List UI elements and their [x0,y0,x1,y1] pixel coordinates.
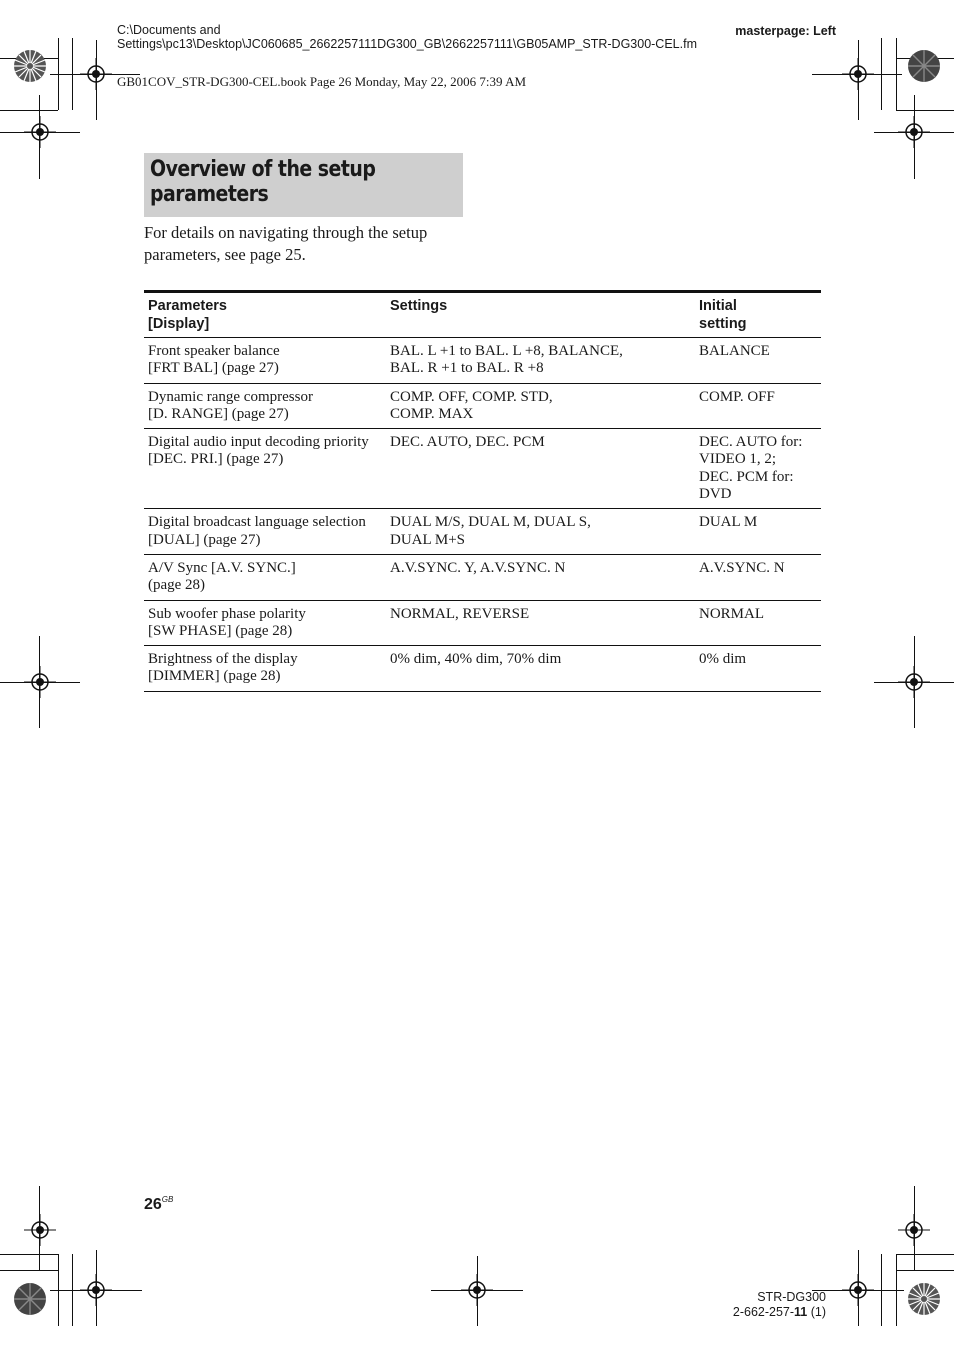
registration-mark-icon [24,1214,56,1246]
intro-paragraph: For details on navigating through the setup parameters, see page 25. [144,223,428,264]
registration-line [874,682,954,683]
param-display: [SW PHASE] (page 28) [148,622,293,639]
header-setting: setting [699,316,747,332]
code-bold: 11 [794,1305,808,1319]
column-header-initial-setting [695,292,821,338]
table-row [144,338,821,384]
table-header-row [144,292,821,338]
param-display: [D. RANGE] (page 27) [148,405,289,422]
initial-line: DEC. AUTO for: [699,434,803,451]
param-name: A/V Sync [A.V. SYNC.] [148,559,296,576]
page-number-suffix: GB [161,1195,174,1204]
registration-line [39,95,40,179]
table-row [144,509,821,555]
registration-line [0,682,80,683]
settings-line: 0% dim, 40% dim, 70% dim [390,651,562,668]
page-title: Overview of the setup parameters [150,157,376,207]
header-file-path: C:\Documents and Settings\pc13\Desktop\JC060685_2662257111DG300_GB\2662257111\GB05AMP_STR-DG300-CEL.fm [117,23,697,51]
param-display: (page 28) [148,577,206,594]
initial-line: BALANCE [699,343,770,359]
param-display: [DEC. PRI.] (page 27) [148,451,284,468]
registration-line [858,40,859,120]
registration-line [0,132,80,133]
initial-line: COMP. OFF [699,388,775,405]
header-display: [Display] [148,316,210,332]
param-name: Digital audio input decoding priority [148,434,369,451]
star-target-icon [13,1282,47,1316]
page-number [144,1195,173,1214]
settings-line: DUAL M/S, DUAL M, DUAL S, [390,514,591,531]
registration-line [858,1250,859,1326]
column-header-parameters [144,292,386,338]
model-info [733,1290,826,1320]
initial-line: 0% dim [699,651,747,668]
settings-line: DEC. AUTO, DEC. PCM [390,434,545,451]
table-row [144,429,821,509]
header-settings: Settings [390,298,448,314]
registration-line [96,1250,97,1326]
registration-line [812,74,902,75]
registration-line [39,1186,40,1270]
header-parameters: Parameters [148,298,227,314]
page-number-value: 26 [144,1196,162,1213]
registration-line [874,132,954,133]
settings-line: BAL. R +1 to BAL. R +8 [390,360,544,377]
initial-line: DEC. PCM for: [699,468,794,485]
registration-line [50,1290,142,1291]
param-display: [DUAL] (page 27) [148,531,261,548]
registration-line [96,40,97,120]
settings-line: DUAL M+S [390,531,465,548]
param-name: Dynamic range compressor [148,388,313,405]
settings-line: COMP. OFF, COMP. STD, [390,388,553,405]
table-row [144,646,821,692]
table-row [144,383,821,429]
model-code [733,1305,826,1320]
param-name: Digital broadcast language selection [148,514,366,531]
settings-line: COMP. MAX [390,405,474,422]
table-row [144,600,821,646]
param-name: Brightness of the display [148,651,298,668]
star-target-icon [907,49,941,83]
star-target-icon [13,49,47,83]
registration-line [477,1256,478,1326]
param-display: [DIMMER] (page 28) [148,668,281,685]
settings-line: NORMAL, REVERSE [390,605,530,622]
param-name: Sub woofer phase polarity [148,605,306,622]
settings-line: A.V.SYNC. Y, A.V.SYNC. N [390,559,566,576]
initial-line: VIDEO 1, 2; [699,451,777,468]
column-header-settings [386,292,695,338]
header-book-line: GB01COV_STR-DG300-CEL.book Page 26 Monday, May 22, 2006 7:39 AM [117,74,527,89]
table-row [144,554,821,600]
initial-line: NORMAL [699,605,765,622]
param-name: Front speaker balance [148,343,280,359]
code-suffix: (1) [807,1305,826,1319]
param-display: [FRT BAL] (page 27) [148,360,279,377]
initial-line: A.V.SYNC. N [699,559,785,576]
initial-line: DUAL M [699,514,758,531]
header-initial: Initial [699,298,737,314]
registration-line [914,1186,915,1270]
code-prefix: 2-662-257- [732,1305,795,1319]
registration-line [914,95,915,179]
star-target-icon [907,1282,941,1316]
initial-line: DVD [699,486,732,503]
header-masterpage: masterpage: Left [735,24,836,38]
settings-line: BAL. L +1 to BAL. L +8, BALANCE, [390,343,623,359]
model-name: STR-DG300 [757,1290,826,1304]
setup-parameters-table [144,290,821,692]
